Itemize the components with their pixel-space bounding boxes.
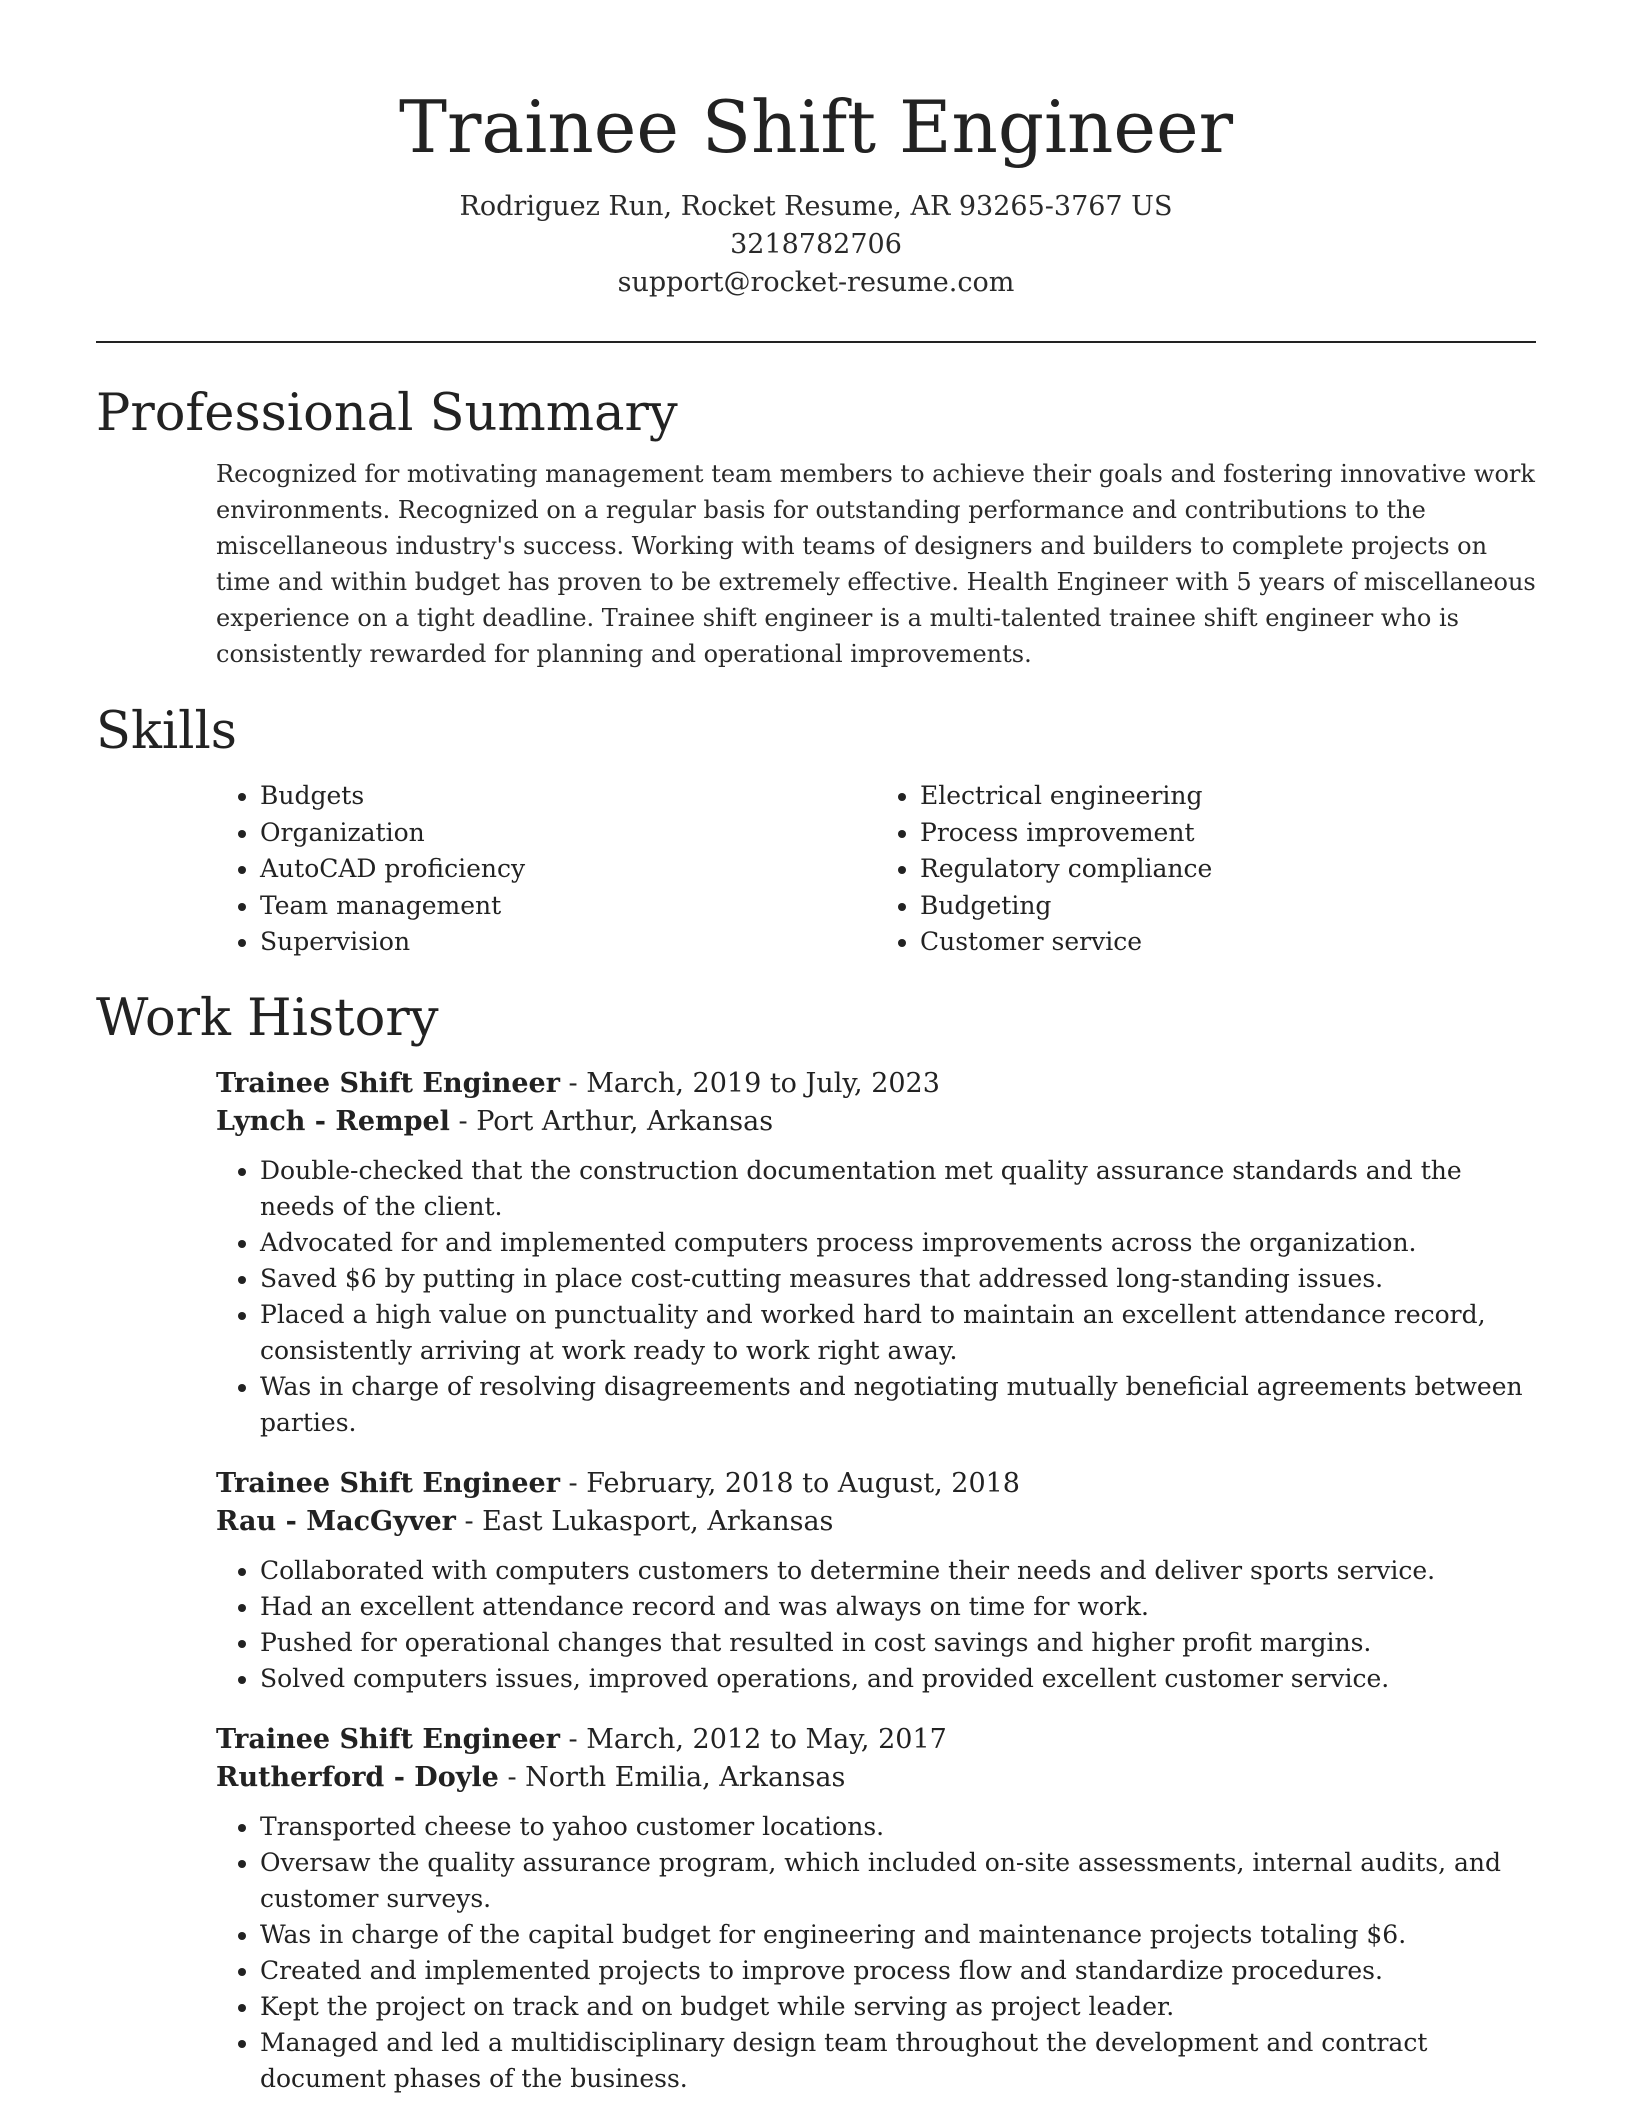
resume-header	[0, 0, 1632, 302]
job-location: - Port Arthur, Arkansas	[449, 1105, 774, 1137]
skill-item: • Customer service	[920, 924, 1536, 961]
work-history-section	[96, 983, 1536, 2097]
job-bullet: • Oversaw the quality assurance program, which included on-site assessments, internal audits, and customer surveys.	[260, 1845, 1536, 1917]
resume-body	[96, 378, 1536, 2121]
skills-list-left	[216, 778, 876, 961]
job-bullet: • Kept the project on track and on budget while serving as project leader.	[260, 1989, 1536, 2025]
job-dates: - March, 2019 to July, 2023	[559, 1067, 940, 1099]
job-bullet: • Collaborated with computers customers to determine their needs and deliver sports service.	[260, 1553, 1536, 1589]
skills-list-right	[876, 778, 1536, 961]
job-employer: Rau - MacGyver	[216, 1505, 456, 1537]
summary-heading: Professional Summary	[96, 384, 678, 443]
job-dates: - February, 2018 to August, 2018	[559, 1467, 1020, 1499]
job-title: Trainee Shift Engineer	[216, 1467, 560, 1499]
address: Rodriguez Run, Rocket Resume, AR 93265-3767 US	[459, 191, 1173, 222]
job-entry	[216, 1065, 1536, 1441]
job-employer: Lynch - Rempel	[216, 1105, 450, 1137]
skills-heading: Skills	[96, 702, 237, 761]
job-title: Trainee Shift Engineer	[216, 1723, 560, 1755]
job-title: Trainee Shift Engineer	[216, 1067, 560, 1099]
skill-item: • Process improvement	[920, 815, 1536, 852]
summary-section	[96, 378, 1536, 672]
job-entry	[216, 1465, 1536, 1697]
job-company-line	[216, 1759, 1536, 1797]
skill-item: • AutoCAD proficiency	[260, 851, 876, 888]
job-bullet: • Was in charge of the capital budget for engineering and maintenance projects totaling $6.	[260, 1917, 1536, 1953]
job-company-line	[216, 1503, 1536, 1541]
skill-item: • Electrical engineering	[920, 778, 1536, 815]
contact-info	[0, 188, 1632, 302]
job-bullet: • Managed and led a multidisciplinary design team throughout the development and contract document phases of the business.	[260, 2025, 1536, 2097]
header-divider	[96, 341, 1536, 343]
job-bullet: • Had an excellent attendance record and was always on time for work.	[260, 1589, 1536, 1625]
job-location: - North Emilia, Arkansas	[498, 1761, 846, 1793]
skills-section	[96, 696, 1536, 961]
job-dates: - March, 2012 to May, 2017	[559, 1723, 947, 1755]
job-title-line	[216, 1065, 1536, 1103]
job-title-line	[216, 1721, 1536, 1759]
job-bullet: • Saved $6 by putting in place cost-cutting measures that addressed long-standing issues.	[260, 1261, 1536, 1297]
job-location: - East Lukasport, Arkansas	[455, 1505, 834, 1537]
job-entry	[216, 1721, 1536, 2097]
email: support@rocket-resume.com	[617, 267, 1015, 298]
summary-text: Recognized for motivating management team members to achieve their goals and fostering innovative work environments. Recognized on a regular basis for outstanding performance and contributions to the miscellaneous industry's success. Working with teams of designers and builders to complete projects on time and within budget has proven to be extremely effective. Health Engineer with 5 years of miscellaneous experience on a tight deadline. Trainee shift engineer is a multi-talented trainee shift engineer who is consistently rewarded for planning and operational improvements.	[216, 460, 1536, 668]
job-bullet: • Created and implemented projects to improve process flow and standardize procedures.	[260, 1953, 1536, 1989]
job-bullets	[216, 1809, 1536, 2097]
skills-columns	[216, 778, 1536, 961]
job-bullet: • Was in charge of resolving disagreements and negotiating mutually beneficial agreements between parties.	[260, 1369, 1536, 1441]
job-bullet: • Transported cheese to yahoo customer locations.	[260, 1809, 1536, 1845]
job-bullet: • Solved computers issues, improved operations, and provided excellent customer service.	[260, 1661, 1536, 1697]
skill-item: • Supervision	[260, 924, 876, 961]
job-bullets	[216, 1553, 1536, 1697]
job-bullet: • Placed a high value on punctuality and worked hard to maintain an excellent attendance record, consistently arriving at work ready to work right away.	[260, 1297, 1536, 1369]
job-bullet: • Double-checked that the construction documentation met quality assurance standards and the needs of the client.	[260, 1153, 1536, 1225]
phone: 3218782706	[730, 229, 902, 260]
job-company-line	[216, 1103, 1536, 1141]
job-bullet: • Pushed for operational changes that resulted in cost savings and higher profit margins.	[260, 1625, 1536, 1661]
job-bullets	[216, 1153, 1536, 1441]
job-title-line	[216, 1465, 1536, 1503]
work-history-heading: Work History	[96, 988, 439, 1048]
skill-item: • Budgeting	[920, 888, 1536, 925]
skill-item: • Regulatory compliance	[920, 851, 1536, 888]
job-bullet: • Advocated for and implemented computers process improvements across the organization.	[260, 1225, 1536, 1261]
skill-item: • Team management	[260, 888, 876, 925]
candidate-name: Trainee Shift Engineer	[398, 85, 1234, 169]
job-employer: Rutherford - Doyle	[216, 1761, 499, 1793]
skill-item: • Organization	[260, 815, 876, 852]
skill-item: • Budgets	[260, 778, 876, 815]
